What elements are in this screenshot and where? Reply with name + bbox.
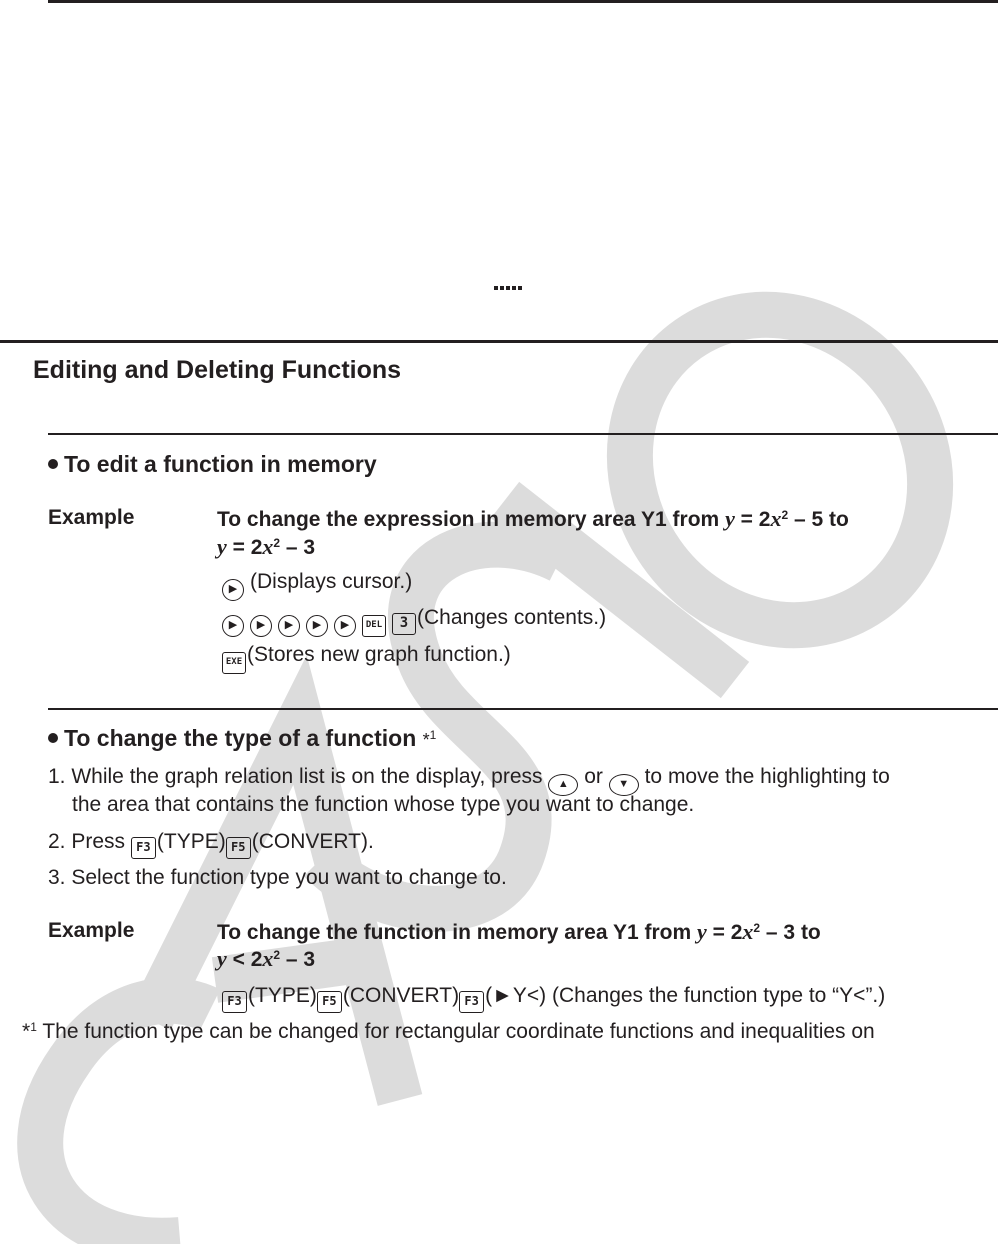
type-step-3: 3. Select the function type you want to change to. (48, 866, 507, 889)
edit-example-mid: to (823, 508, 849, 531)
type-example-mid: to (795, 921, 821, 944)
type-example-convert: (CONVERT) (342, 984, 460, 1007)
section-heading: Editing and Deleting Functions (33, 356, 402, 384)
section-rule (0, 340, 998, 343)
edit-example-prefix: To change the expression in memory area Y1 from (217, 508, 726, 531)
edit-example-target: $y = 2x^2 - 3$ (217, 534, 316, 559)
type-rule (48, 708, 998, 710)
type-example-text: To change the function in memory area Y1 from $y = 2x^2 - 3$ to (217, 919, 821, 944)
type-footnote-ref: *$^1$ (422, 728, 437, 750)
edit-step-3 (222, 643, 511, 674)
f5-key-icon: F5 (317, 991, 342, 1013)
type-step-2-a: 2. Press (48, 830, 126, 853)
right-arrow-key-icon: ▶ (222, 579, 244, 601)
type-step-1 (48, 765, 890, 796)
bullet-icon (48, 459, 58, 469)
type-title (48, 725, 436, 752)
type-example-label: Example (48, 919, 135, 942)
exe-key-icon: EXE (222, 652, 246, 674)
right-arrow-key-icon: ▶ (334, 615, 356, 637)
right-arrow-key-icon: ▶ (250, 615, 272, 637)
edit-step-2-note: (Changes contents.) (417, 606, 607, 629)
type-step-1-a: 1. While the graph relation list is on the display, press (48, 765, 543, 788)
type-step-2-convert: (CONVERT). (251, 830, 374, 853)
type-step-1-or: or (584, 765, 603, 788)
f3-key-icon: F3 (459, 991, 484, 1013)
right-arrow-key-icon: ▶ (306, 615, 328, 637)
footnote-marker: *$^1$ (22, 1020, 37, 1043)
down-arrow-key-icon: ▼ (609, 774, 639, 796)
edit-example-label: Example (48, 506, 135, 529)
type-step-2-type: (TYPE) (156, 830, 226, 853)
f5-key-icon: F5 (226, 837, 251, 859)
type-example-target: $y < 2x^2 - 3$ (217, 946, 316, 971)
three-key-icon: 3 (392, 613, 416, 635)
type-example-steps (222, 984, 885, 1013)
edit-step-3-note: (Stores new graph function.) (247, 643, 511, 666)
del-key-icon: DEL (362, 615, 386, 637)
right-arrow-key-icon: ▶ (278, 615, 300, 637)
type-example-prefix: To change the function in memory area Y1 from (217, 921, 697, 944)
edit-step-1 (222, 570, 412, 601)
type-step-2 (48, 830, 374, 859)
top-rule (48, 0, 998, 3)
right-arrow-key-icon: ▶ (222, 615, 244, 637)
edit-example-text: To change the expression in memory area Y1 from $y = 2x^2 - 5$ to (217, 506, 849, 531)
edit-step-1-note: (Displays cursor.) (250, 570, 413, 593)
f3-key-icon: F3 (222, 991, 247, 1013)
footnote-text: The function type can be changed for rectangular coordinate functions and inequalities on (42, 1020, 875, 1043)
type-title-text: To change the type of a function (64, 725, 417, 751)
type-example-rest: (►Y<) (Changes the function type to “Y<”.) (485, 984, 886, 1007)
continuation-dots (494, 286, 524, 290)
up-arrow-key-icon: ▲ (548, 774, 578, 796)
bullet-icon (48, 733, 58, 743)
type-example-type: (TYPE) (248, 984, 317, 1007)
footnote (22, 1020, 875, 1044)
edit-rule (48, 433, 998, 435)
edit-step-2 (222, 606, 606, 637)
type-step-1-b: to move the highlighting to (644, 765, 890, 788)
f3-key-icon: F3 (131, 837, 156, 859)
type-step-1-cont: the area that contains the function whose type you want to change. (72, 793, 695, 816)
edit-title (48, 451, 377, 478)
edit-title-text: To edit a function in memory (64, 451, 377, 477)
